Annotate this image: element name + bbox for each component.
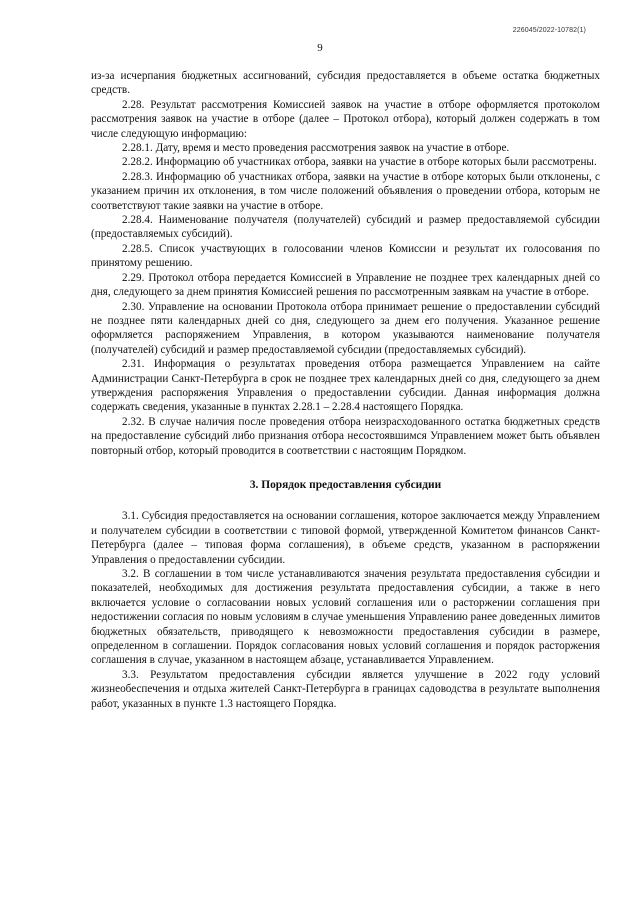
paragraph: из-за исчерпания бюджетных ассигнований, субсидия предоставляется в объеме остатка бюджетных средств. <box>91 70 600 97</box>
paragraph: 3.2. В соглашении в том числе устанавливаются значения результата предоставления субсидии и показателей, необходимых для достижения результата предоставления субсидии, а также в него включается условие о согласовании новых условий соглашения или о расторжении соглашения при недостижении согласия по новым условиям в случае уменьшения Управлению ранее доведенных лимитов бюджетных обязательств, приводящего к невозможности предоставления субсидии в размере, определенном в соглашении. Порядок согласования новых условий соглашения и порядок расторжения соглашения в случае, указанном в настоящем абзаце, устанавливается Управлением. <box>91 568 600 667</box>
section-heading: 3. Порядок предоставления субсидии <box>249 478 442 491</box>
paragraph: 2.30. Управление на основании Протокола отбора принимает решение о предоставлении субсидий не позднее пяти календарных дней со дня, следующего за днем его получения. Указанное решение оформляется распоряжением Управления, в котором указываются наименование получателя (получателей) субсидий и размер предоставляемой субсидии (предоставляемых субсидий). <box>91 300 600 356</box>
paragraph: 3.3. Результатом предоставления субсидии является улучшение в 2022 году условий жизнеобеспечения и отдыха жителей Санкт-Петербурга в границах садоводства в результате выполнения работ, указанных в пункте 1.3 настоящего Порядка. <box>91 668 600 710</box>
paragraph: 2.31. Информация о результатах проведения отбора размещается Управлением на сайте Администрации Санкт-Петербурга в срок не позднее трех календарных дней со дня, следующего за днем утверждения распоряжения Управления о предоставлении субсидии. Данная информация должна содержать сведения, указанные в пунктах 2.28.1 – 2.28.4 настоящего Порядка. <box>91 358 600 414</box>
paragraph: 2.28. Результат рассмотрения Комиссией заявок на участие в отборе оформляется протоколом рассмотрения заявок на участие в отборе (далее – Протокол отбора), который должен содержать в том числе следующую информацию: <box>91 98 600 140</box>
paragraph: 2.28.3. Информацию об участниках отбора, заявки на участие в отборе которых были отклонены, с указанием причин их отклонения, в том числе положений объявления о проведении отбора, которым не соответствуют такие заявки на участие в отборе. <box>91 170 600 212</box>
document-id: 226045/2022-10782(1) <box>512 27 586 34</box>
paragraph: 3.1. Субсидия предоставляется на основании соглашения, которое заключается между Управлением и получателем субсидии в соответствии с типовой формой, утвержденной Комитетом финансов Санкт-Петербурга (далее – типовая форма соглашения), в объеме средств, указанном в распоряжении Управления о предоставлении субсидии. <box>91 510 600 566</box>
paragraphs-after-section <box>91 509 600 711</box>
paragraph: 2.29. Протокол отбора передается Комиссией в Управление не позднее трех календарных дней со дня, следующего за днем принятия Комиссией решения по рассмотренным заявкам на участие в отборе. <box>91 271 600 299</box>
page-number: 9 <box>317 42 323 54</box>
paragraph: 2.28.1. Дату, время и место проведения рассмотрения заявок на участие в отборе. <box>122 142 510 155</box>
paragraph: 2.28.2. Информацию об участниках отбора, заявки на участие в отборе которых были рассмотрены. <box>122 156 597 169</box>
paragraph: 2.28.5. Список участвующих в голосовании членов Комиссии и результат их голосования по принятому решению. <box>91 242 600 270</box>
paragraph: 2.32. В случае наличия после проведения отбора неизрасходованного остатка бюджетных средств на предоставление субсидий либо признания отбора несостоявшимся Управлением может быть объявлен повторный отбор, который проводится в соответствии с настоящим Порядком. <box>91 415 600 457</box>
paragraphs-before-section <box>91 69 600 458</box>
document-body <box>91 69 600 711</box>
paragraph: 2.28.4. Наименование получателя (получателей) субсидий и размер предоставляемой субсидии (предоставляемых субсидий). <box>91 214 600 241</box>
